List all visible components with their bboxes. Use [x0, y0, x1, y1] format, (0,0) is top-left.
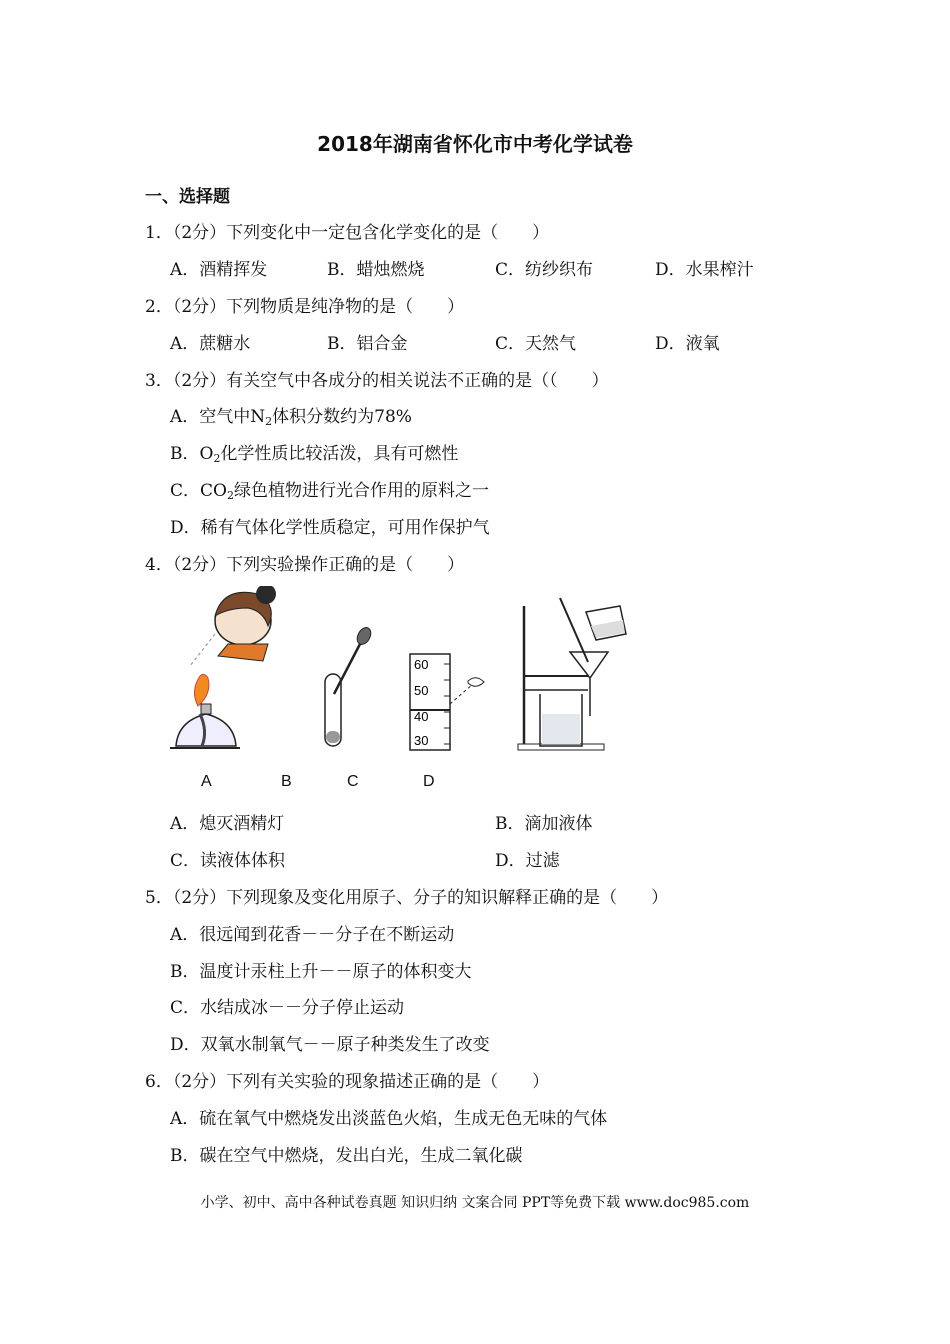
- q5-option-a: A．很远闻到花香－－分子在不断运动: [170, 925, 455, 945]
- page-footer: 小学、初中、高中各种试卷真题 知识归纳 文案合同 PPT等免费下载 www.doc985.com: [200, 1195, 750, 1211]
- figure-label-c: C: [347, 773, 359, 790]
- q2-option-b: B．铝合金: [327, 334, 408, 354]
- figure-label-d: D: [423, 773, 435, 790]
- graduated-cylinder-illustration: [410, 654, 484, 750]
- question-3: 3．（2分）有关空气中各成分的相关说法不正确的是（（ ）: [145, 371, 609, 391]
- q1-option-c: C．纺纱织布: [495, 260, 594, 280]
- cylinder-tick-30: 30: [414, 733, 429, 748]
- q4-option-b: B．滴加液体: [495, 814, 593, 834]
- page-title: 2018年湖南省怀化市中考化学试卷: [317, 132, 633, 156]
- q5-option-b: B．温度计汞柱上升－－原子的体积变大: [170, 962, 472, 982]
- q2-option-d: D．液氧: [655, 334, 720, 354]
- question-1: 1．（2分）下列变化中一定包含化学变化的是（ ）: [145, 223, 550, 243]
- q3-option-d: D．稀有气体化学性质稳定，可用作保护气: [170, 518, 490, 538]
- cylinder-tick-50: 50: [414, 683, 429, 698]
- q4-option-a: A．熄灭酒精灯: [170, 814, 285, 834]
- figure-label-a: A: [201, 773, 212, 790]
- q4-option-c: C．读液体体积: [170, 851, 286, 871]
- q1-option-a: A．酒精挥发: [170, 260, 268, 280]
- q5-option-d: D．双氧水制氧气－－原子种类发生了改变: [170, 1035, 490, 1055]
- question-6: 6．（2分）下列有关实验的现象描述正确的是（ ）: [145, 1072, 550, 1092]
- q6-option-b: B．碳在空气中燃烧，发出白光，生成二氧化碳: [170, 1146, 523, 1166]
- q3-option-b: B．$O_2$化学性质比较活泼，具有可燃性: [170, 444, 459, 465]
- q2-option-a: A．蔗糖水: [170, 334, 251, 354]
- q3-option-c: C．$CO_2$绿色植物进行光合作用的原料之一: [170, 481, 489, 502]
- q2-option-c: C．天然气: [495, 334, 577, 354]
- experiment-figures: [168, 586, 648, 756]
- q4-option-d: D．过滤: [495, 851, 560, 871]
- alcohol-lamp-illustration: [170, 586, 276, 748]
- cylinder-tick-40: 40: [414, 709, 429, 724]
- eye-icon: [468, 678, 484, 687]
- question-4: 4．（2分）下列实验操作正确的是（ ）: [145, 555, 465, 575]
- question-2: 2．（2分）下列物质是纯净物的是（ ）: [145, 297, 465, 317]
- section-heading: 一、选择题: [145, 187, 230, 207]
- cylinder-tick-60: 60: [414, 657, 429, 672]
- test-tube-dropper-illustration: [325, 625, 374, 746]
- q1-option-d: D．水果榨汁: [655, 260, 754, 280]
- q3-option-a: A．空气中$N_2$体积分数约为78%: [170, 407, 412, 428]
- figure-label-b: B: [281, 773, 292, 790]
- filtration-illustration: [518, 598, 626, 750]
- q5-option-c: C．水结成冰－－分子停止运动: [170, 998, 405, 1018]
- q6-option-a: A．硫在氧气中燃烧发出淡蓝色火焰，生成无色无味的气体: [170, 1109, 608, 1129]
- q1-option-b: B．蜡烛燃烧: [327, 260, 425, 280]
- question-5: 5．（2分）下列现象及变化用原子、分子的知识解释正确的是（ ）: [145, 888, 669, 908]
